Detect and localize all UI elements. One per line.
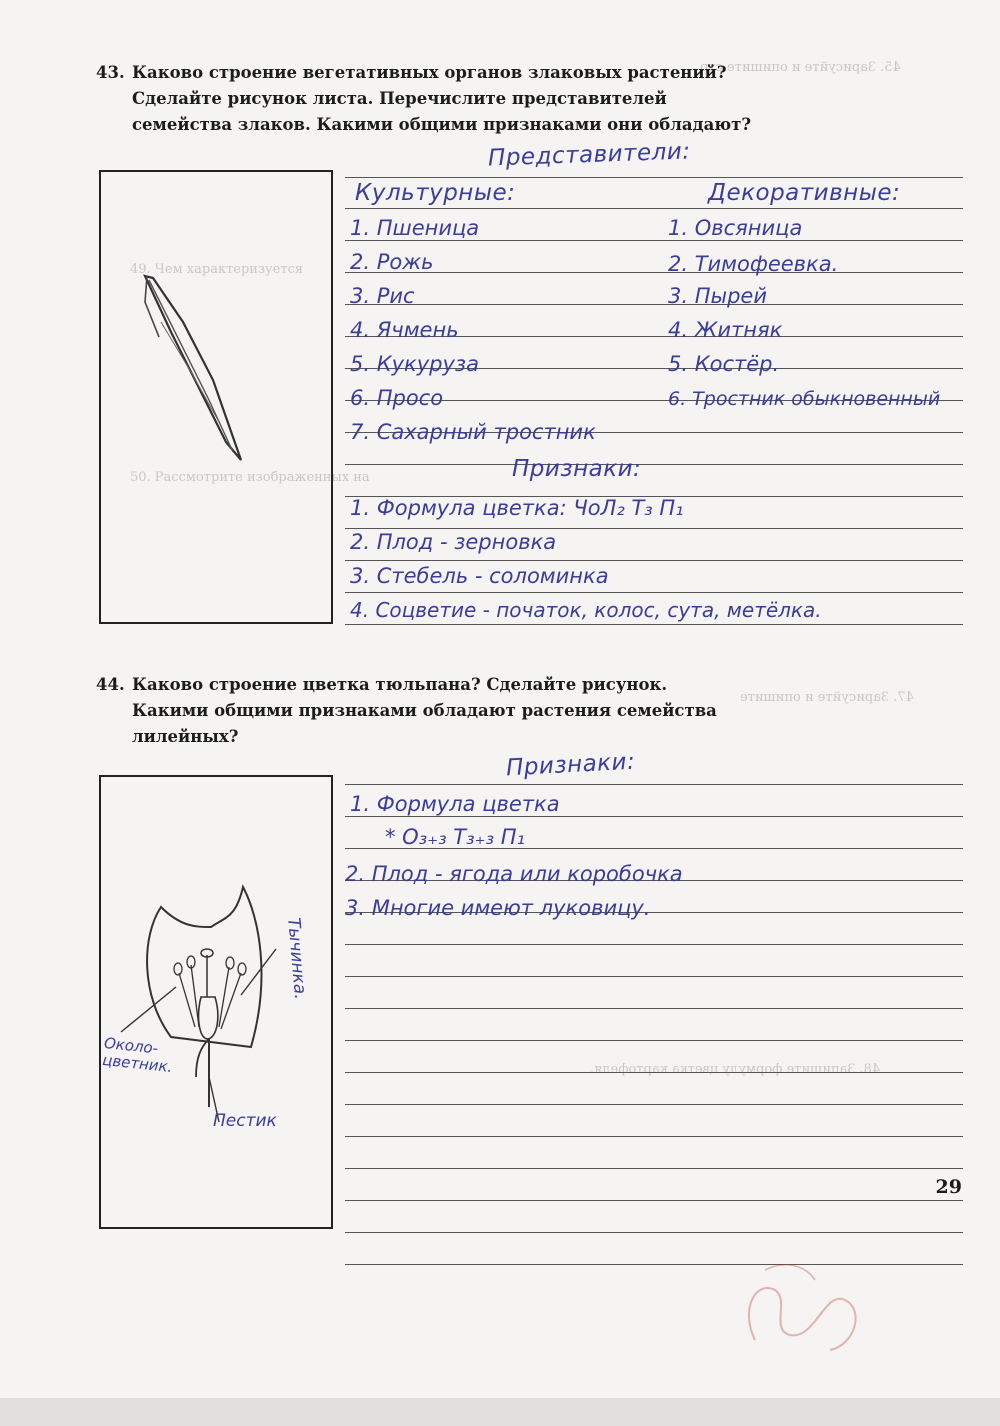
label-stamen: Тычинка. <box>283 916 311 1001</box>
leaf-drawing <box>101 172 331 622</box>
scan-edge <box>0 1398 1000 1426</box>
features-heading: Признаки: <box>512 456 642 482</box>
question-number: 43. <box>96 63 125 82</box>
faint-stamp-scribble <box>735 1250 875 1360</box>
feature-item: * О₃₊₃ Т₃₊₃ П₁ <box>385 825 525 849</box>
answer-heading: Представители: <box>487 138 691 172</box>
feature-item: 1. Формула цветка <box>350 792 560 816</box>
drawing-box-tulip <box>99 775 333 1229</box>
cultivated-item: 3. Рис <box>350 284 415 308</box>
feature-item: 3. Многие имеют луковицу. <box>345 896 651 920</box>
question-44 <box>96 672 752 750</box>
feature-item: 2. Плод - зерновка <box>350 530 557 554</box>
decorative-item: 2. Тимофеевка. <box>668 252 839 276</box>
decorative-item: 4. Житняк <box>668 318 783 342</box>
column-header-decorative: Декоративные: <box>708 180 901 206</box>
cultivated-item: 7. Сахарный тростник <box>350 420 596 444</box>
bleed-through-text: 49. Чем характеризуется <box>130 262 304 277</box>
feature-item: 4. Соцветие - початок, колос, сута, метёлка. <box>350 598 822 622</box>
column-header-cultivated: Культурные: <box>355 180 516 206</box>
decorative-item: 5. Костёр. <box>668 352 780 376</box>
feature-item: 2. Плод - ягода или коробочка <box>345 862 683 886</box>
question-line: семейства злаков. Какими общими признаками они обладают? <box>132 115 752 134</box>
question-line: лилейных? <box>132 727 239 746</box>
question-line: Какими общими признаками обладают растения семейства <box>132 701 717 720</box>
feature-item: 3. Стебель - соломинка <box>350 564 609 588</box>
tulip-drawing <box>101 777 331 1227</box>
cultivated-item: 6. Просо <box>350 386 444 410</box>
label-pistil: Пестик <box>213 1111 277 1131</box>
cultivated-item: 5. Кукуруза <box>350 352 479 376</box>
feature-item: 1. Формула цветка: ЧоЛ₂ Т₃ П₁ <box>350 496 684 520</box>
bleed-through-text: 47. Зарисуйте и опишите <box>740 690 914 705</box>
answer-heading: Признаки: <box>505 748 636 782</box>
question-43 <box>96 60 752 138</box>
question-line: Каково строение вегетативных органов злаковых растений? <box>132 63 727 82</box>
decorative-item: 6. Тростник обыкновенный <box>668 388 941 410</box>
cultivated-item: 1. Пшеница <box>350 216 480 240</box>
bleed-through-text: 50. Рассмотрите изображенных на <box>130 470 370 485</box>
label-perianth: Около-цветник. <box>101 1033 174 1077</box>
question-number: 44. <box>96 675 125 694</box>
cultivated-item: 2. Рожь <box>350 250 434 274</box>
question-line: Сделайте рисунок листа. Перечислите представителей <box>132 89 667 108</box>
page-number: 29 <box>935 1176 962 1198</box>
decorative-item: 3. Пырей <box>668 284 767 308</box>
question-line: Каково строение цветка тюльпана? Сделайте рисунок. <box>132 675 668 694</box>
bleed-through-text: 45. Зарисуйте и опишите стр <box>700 60 901 75</box>
drawing-box-leaf <box>99 170 333 624</box>
bleed-through-text: 48. Запишите формулу цветка картофеля. <box>590 1062 881 1077</box>
decorative-item: 1. Овсяница <box>668 216 803 240</box>
cultivated-item: 4. Ячмень <box>350 318 459 342</box>
